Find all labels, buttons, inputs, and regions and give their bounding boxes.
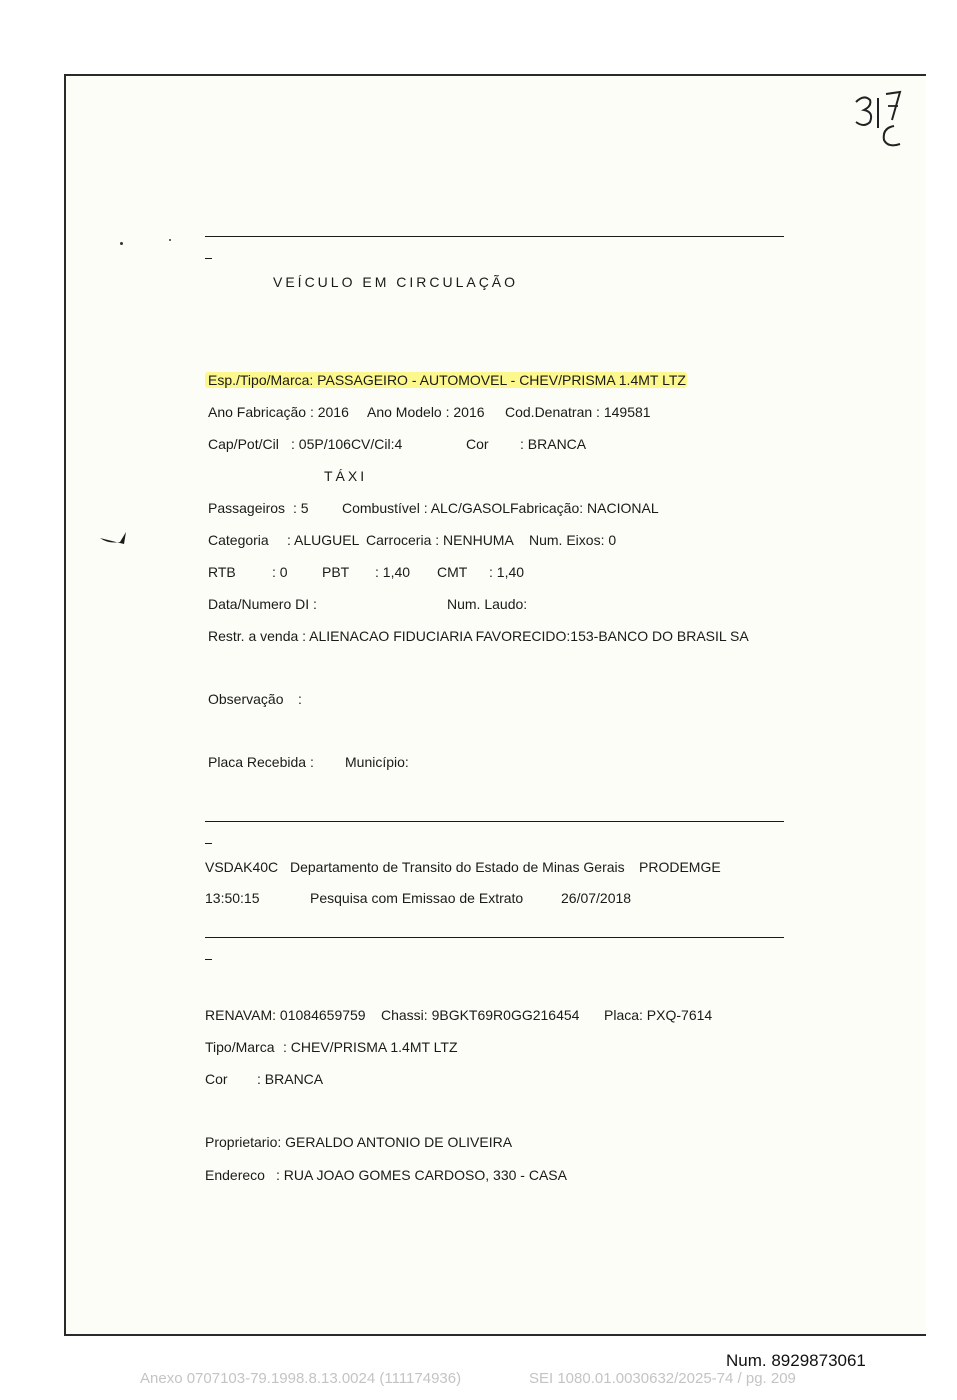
rtb-label: RTB [208,564,236,580]
registration-cor-label: Cor [205,1071,228,1087]
department-name: Departamento de Transito do Estado de Minas Gerais [290,859,625,875]
restricao-venda: Restr. a venda : ALIENACAO FIDUCIARIA FAVORECIDO:153-BANCO DO BRASIL SA [208,628,749,644]
cmt-label: CMT [437,564,468,580]
scan-mark-icon [98,528,130,548]
cap-pot-cil-value: : 05P/106CV/Cil:4 [291,436,403,452]
endereco-value: : RUA JOAO GOMES CARDOSO, 330 - CASA [276,1167,567,1183]
pbt-label: PBT [322,564,350,580]
document-number: Num. 8929873061 [726,1351,866,1370]
annex-reference: Anexo 0707103-79.1998.8.13.0024 (111174936) [140,1370,462,1387]
cod-denatran: Cod.Denatran : 149581 [505,404,651,420]
data-numero-di: Data/Numero DI : [208,596,317,612]
query-time: 13:50:15 [205,890,260,906]
num-eixos: Num. Eixos: 0 [529,532,617,548]
separator-dash [205,959,212,960]
combustivel: Combustível : ALC/GASOL [342,500,511,516]
carroceria: Carroceria : NENHUMA [366,532,514,548]
observacao-label: Observação [208,691,284,707]
query-operation: Pesquisa com Emissao de Extrato [310,890,524,906]
ano-fabricacao: Ano Fabricação : 2016 [208,404,349,420]
esp-tipo-marca: Esp./Tipo/Marca: PASSAGEIRO - AUTOMOVEL - CHEV/PRISMA 1.4MT LTZ [208,372,686,388]
separator-line [205,937,784,938]
sei-reference: SEI 1080.01.0030632/2025-74 / pg. 209 [529,1370,796,1387]
query-date: 26/07/2018 [561,890,632,906]
cor-value: : BRANCA [520,436,587,452]
scan-speck [120,242,123,245]
registration-cor-value: : BRANCA [257,1071,324,1087]
document-title: VEÍCULO EM CIRCULAÇÃO [273,274,519,290]
tipo-marca-label: Tipo/Marca [205,1039,275,1055]
endereco-label: Endereco [205,1167,265,1183]
placa: Placa: PXQ-7614 [604,1007,713,1023]
proprietario: Proprietario: GERALDO ANTONIO DE OLIVEIRA [205,1134,513,1150]
observacao-value: : [298,691,302,707]
categoria-value: : ALUGUEL [287,532,360,548]
categoria-label: Categoria [208,532,269,548]
placa-recebida: Placa Recebida : [208,754,314,770]
passageiros-value: : 5 [293,500,309,516]
cmt-value: : 1,40 [489,564,525,580]
tipo-marca-value: : CHEV/PRISMA 1.4MT LTZ [283,1039,458,1055]
taxi-label: TÁXI [324,468,368,484]
separator-line [205,821,784,822]
num-laudo: Num. Laudo: [447,596,528,612]
provider-name: PRODEMGE [639,859,721,875]
cor-label: Cor [466,436,489,452]
handwritten-page-number [848,84,918,154]
passageiros-label: Passageiros [208,500,286,516]
rtb-value: : 0 [272,564,288,580]
scan-speck [169,239,171,241]
fabricacao: Fabricação: NACIONAL [510,500,659,516]
renavam: RENAVAM: 01084659759 [205,1007,366,1023]
pbt-value: : 1,40 [375,564,411,580]
municipio: Município: [345,754,409,770]
cap-pot-cil-label: Cap/Pot/Cil [208,436,279,452]
separator-dash [205,843,212,844]
ano-modelo: Ano Modelo : 2016 [367,404,485,420]
separator-dash [205,258,212,259]
separator-line [205,236,784,237]
system-code: VSDAK40C [205,859,279,875]
chassi: Chassi: 9BGKT69R0GG216454 [381,1007,580,1023]
